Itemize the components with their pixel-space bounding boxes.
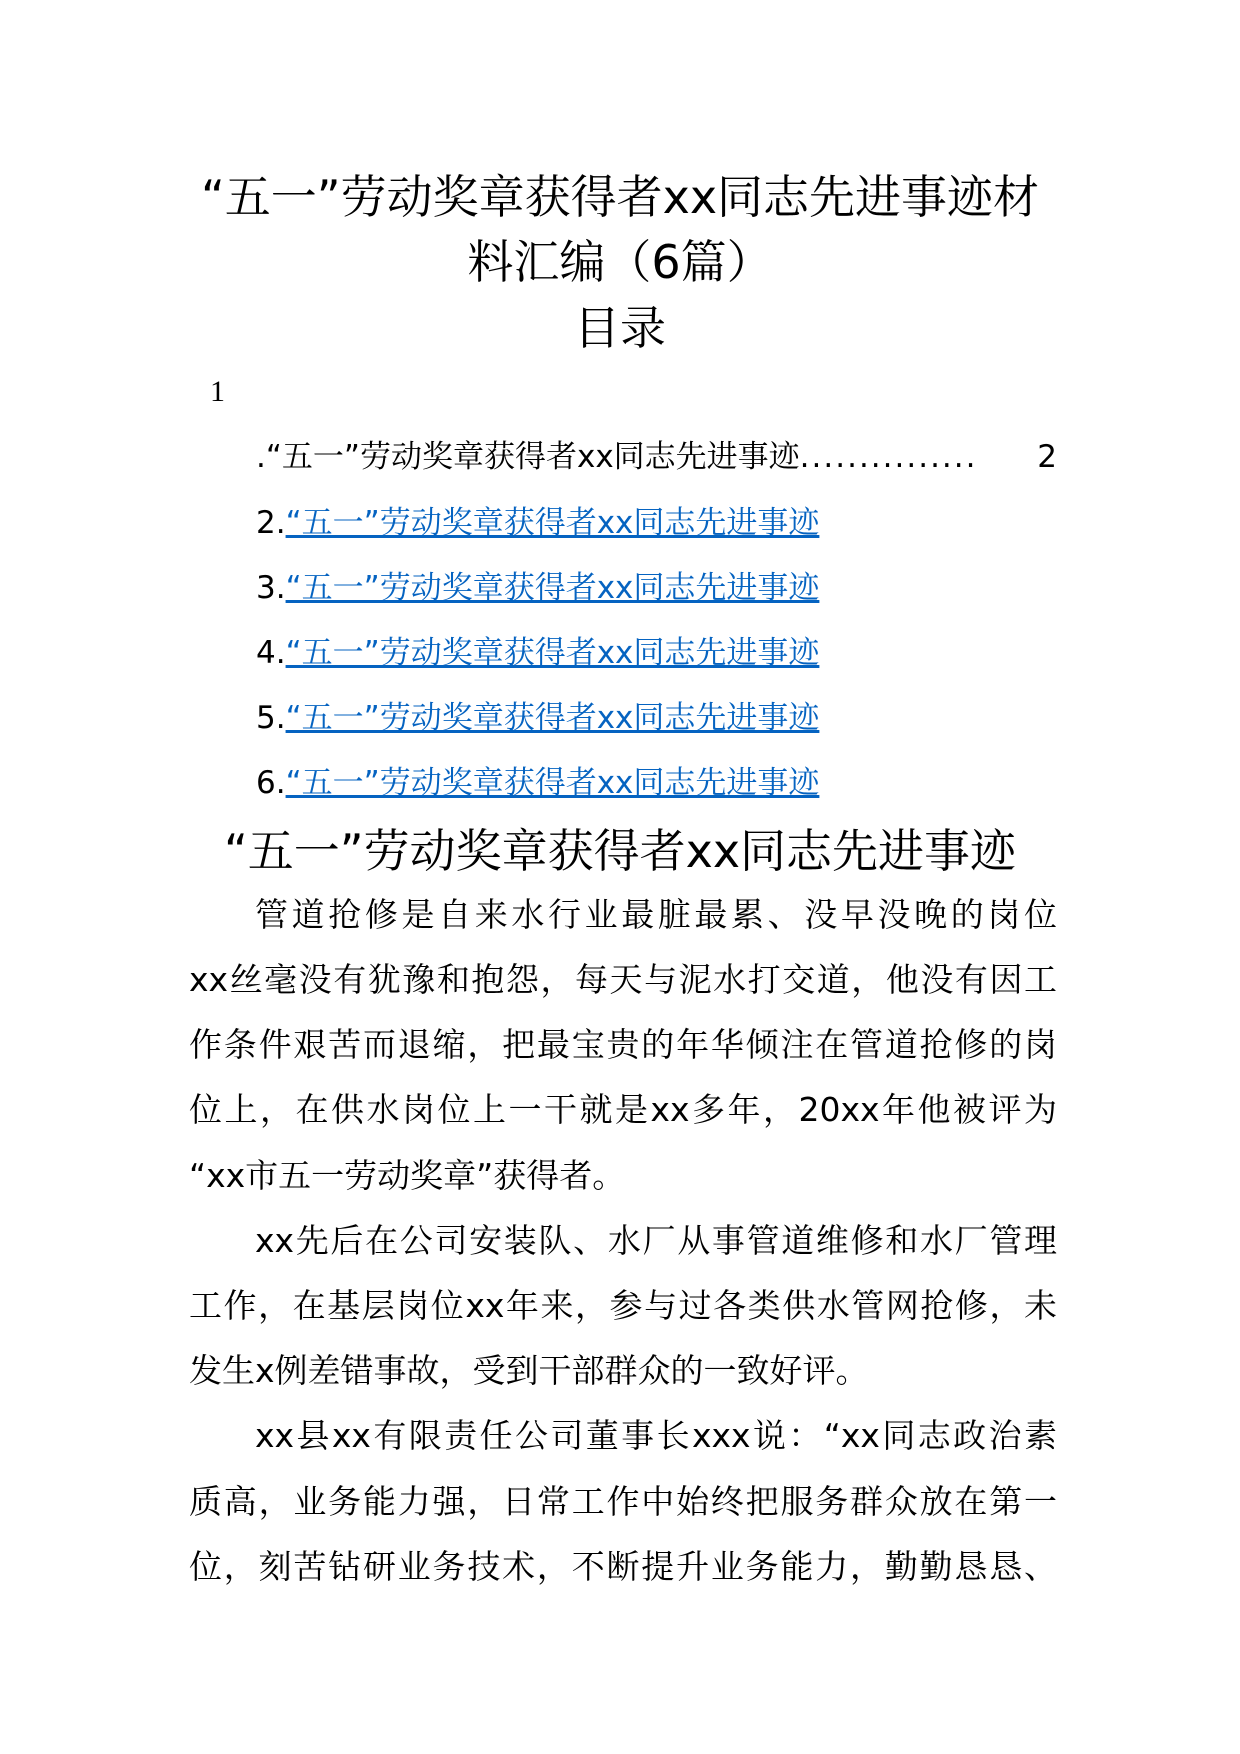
toc-item-number: 3. — [256, 570, 286, 606]
body-line: xx先后在公司安装队、水厂从事管道维修和水厂管理 — [255, 1221, 1057, 1260]
toc-link[interactable]: “五一”劳动奖章获得者xx同志先进事迹 — [285, 635, 820, 671]
toc-item-page: 2 — [1037, 439, 1057, 475]
title-line-2: 料汇编（6篇） — [467, 235, 773, 289]
toc-item-1[interactable] — [256, 424, 1057, 490]
body-line: 质高，业务能力强，日常工作中始终把服务群众放在第一 — [189, 1482, 1057, 1521]
toc-first-number: 1 — [210, 375, 225, 408]
toc-item-6[interactable] — [256, 750, 1057, 816]
body-line: xx丝毫没有犹豫和抱怨，每天与泥水打交道，他没有因工 — [189, 960, 1057, 999]
toc-item-4[interactable] — [256, 620, 1057, 686]
section-title: “五一”劳动奖章获得者xx同志先进事迹 — [223, 824, 1017, 878]
toc-item-label[interactable]: “五一”劳动奖章获得者xx同志先进事迹 — [265, 439, 800, 475]
toc-link[interactable]: “五一”劳动奖章获得者xx同志先进事迹 — [285, 765, 820, 801]
body-line: 发生x例差错事故，受到干部群众的一致好评。 — [189, 1351, 869, 1390]
toc-link[interactable]: “五一”劳动奖章获得者xx同志先进事迹 — [285, 700, 820, 736]
body-line: “xx市五一劳动奖章”获得者。 — [189, 1156, 626, 1195]
toc-link[interactable]: “五一”劳动奖章获得者xx同志先进事迹 — [285, 570, 820, 606]
body-line: 位上，在供水岗位上一干就是xx多年，20xx年他被评为 — [189, 1090, 1057, 1129]
body-line: 工作，在基层岗位xx年来，参与过各类供水管网抢修，未 — [189, 1286, 1057, 1325]
toc-heading: 目录 — [574, 301, 666, 355]
title-line-1: “五一”劳动奖章获得者xx同志先进事迹材 — [200, 170, 1040, 224]
toc-link[interactable]: “五一”劳动奖章获得者xx同志先进事迹 — [285, 505, 820, 541]
toc-item-5[interactable] — [256, 685, 1057, 751]
body-line: 作条件艰苦而退缩，把最宝贵的年华倾注在管道抢修的岗 — [189, 1025, 1057, 1064]
toc-item-3[interactable] — [256, 555, 1057, 621]
toc-item-2[interactable] — [256, 490, 1057, 556]
toc-item-number: 4. — [256, 635, 286, 671]
body-line: 位，刻苦钻研业务技术，不断提升业务能力，勤勤恳恳、 — [189, 1547, 1057, 1586]
toc-item-number: . — [256, 439, 266, 475]
toc-leader: ............... — [799, 439, 978, 475]
body-line: 管道抢修是自来水行业最脏最累、没早没晚的岗位 — [255, 895, 1057, 934]
body-line: xx县xx有限责任公司董事长xxx说：“xx同志政治素 — [255, 1416, 1057, 1455]
toc-item-number: 2. — [256, 505, 286, 541]
toc-item-number: 5. — [256, 700, 286, 736]
toc-item-number: 6. — [256, 765, 286, 801]
